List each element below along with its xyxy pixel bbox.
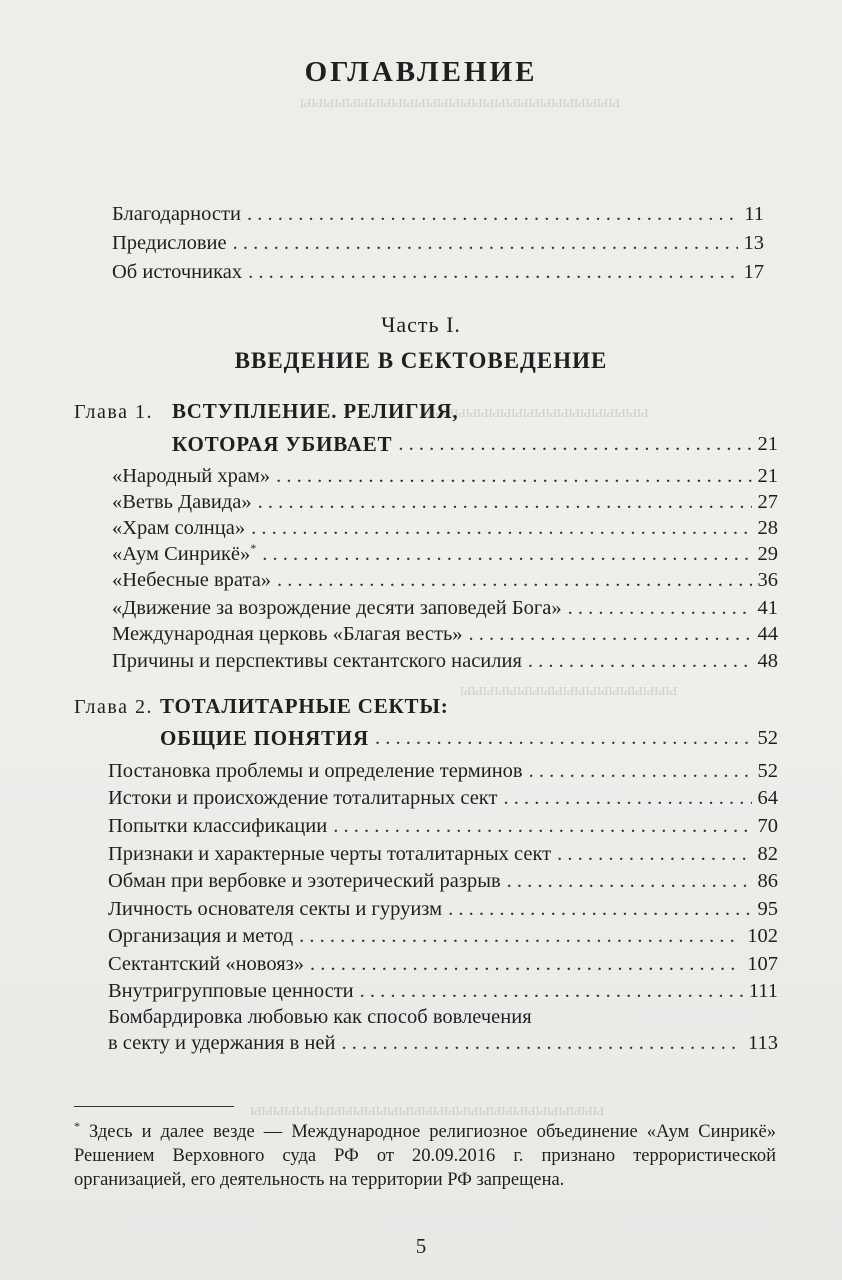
leader-dots: [469, 620, 752, 648]
toc-entry[interactable]: [112, 566, 778, 594]
leader-dots: [360, 977, 743, 1005]
toc-entry-label: Обман при вербовке и эзотерический разрыв: [108, 870, 501, 892]
toc-entry[interactable]: [108, 922, 778, 950]
toc-entry-page: 64: [757, 787, 778, 809]
footnote-marker: *: [74, 1119, 80, 1133]
toc-entry-label: «Движение за возрождение десяти заповедей Бога»: [112, 597, 562, 619]
leader-dots: [333, 812, 751, 840]
leader-dots: [503, 784, 751, 812]
leader-dots: [310, 950, 741, 978]
chapter-2-title-line2: ОБЩИЕ ПОНЯТИЯ: [160, 726, 369, 750]
toc-entry-page: 21: [757, 433, 778, 455]
toc-entry-page: 28: [757, 517, 778, 539]
toc-entry-label: Попытки классификации: [108, 815, 328, 837]
chapter-1-heading-entry[interactable]: [172, 430, 778, 458]
toc-entry[interactable]: [112, 488, 778, 516]
toc-entry[interactable]: [112, 647, 778, 675]
toc-entry-label: «Небесные врата»: [112, 569, 272, 591]
toc-entry-label: [112, 534, 256, 568]
chapter-2-title-line1: ТОТАЛИТАРНЫЕ СЕКТЫ:: [160, 694, 449, 718]
leader-dots: [276, 462, 751, 490]
toc-entry-label: «Народный храм»: [112, 465, 271, 487]
chapter-1-title-line2: КОТОРАЯ УБИВАЕТ: [172, 432, 393, 456]
toc-entry-label: Внутригрупповые ценности: [108, 980, 354, 1002]
leader-dots: [251, 514, 751, 542]
toc-entry-page: 27: [757, 491, 778, 513]
toc-entry[interactable]: [112, 200, 764, 228]
footnote-marker: *: [250, 541, 257, 556]
toc-entry-page: 13: [743, 232, 764, 254]
leader-dots: [507, 867, 752, 895]
toc-entry-label: Причины и перспективы сектантского насилия: [112, 650, 522, 672]
show-through-text: ыыыыыыыыыыыыыыыыыыыыыыыыыыыыыыы: [250, 1100, 605, 1119]
toc-entry-label: Об источниках: [112, 261, 243, 283]
toc-entry-label: Истоки и происхождение тоталитарных сект: [108, 787, 498, 809]
page-title: ОГЛАВЛЕНИЕ: [304, 56, 538, 88]
toc-entry-label: в секту и удержания в ней: [108, 1032, 336, 1054]
toc-entry-label: Бомбардировка любовью как способ вовлечения: [108, 1006, 532, 1028]
toc-entry-label: Личность основателя секты и гуруизм: [108, 898, 443, 920]
chapter-2-heading-entry[interactable]: [160, 724, 778, 752]
toc-entry-page: 17: [743, 261, 764, 283]
chapter-1-title-line1: ВСТУПЛЕНИЕ. РЕЛИГИЯ,: [172, 399, 459, 423]
leader-dots: [448, 895, 751, 923]
part-title: ВВЕДЕНИЕ В СЕКТОВЕДЕНИЕ: [234, 348, 608, 373]
leader-dots: [528, 647, 752, 675]
toc-entry-page: 82: [757, 843, 778, 865]
toc-entry[interactable]: [108, 812, 778, 840]
toc-entry[interactable]: [112, 258, 764, 286]
toc-entry[interactable]: [108, 784, 778, 812]
toc-entry-label: Организация и метод: [108, 925, 294, 947]
toc-entry[interactable]: [108, 867, 778, 895]
toc-entry[interactable]: [112, 229, 764, 257]
toc-entry-line1[interactable]: [108, 1003, 778, 1031]
toc-entry-label: Сектантский «новояз»: [108, 953, 304, 975]
footnote-rule: [74, 1106, 234, 1107]
leader-dots: [258, 488, 752, 516]
show-through-text: ыыыыыыыыыыыыыыыыыыыыыыыыыыыы: [300, 92, 620, 111]
footnote-text: Здесь и далее везде — Международное религиозное объединение «Аум Синрикё» Решением Верховного суда РФ от 20.09.2016 г. признано террористической организацией, его деятельность на территории РФ запрещена.: [74, 1122, 776, 1191]
toc-entry-label: Постановка проблемы и определение терминов: [108, 760, 523, 782]
leader-dots: [299, 922, 741, 950]
toc-entry-label: Предисловие: [112, 232, 227, 254]
toc-entry-page: 36: [757, 569, 778, 591]
leader-dots: [568, 594, 752, 622]
toc-entry-page: 21: [757, 465, 778, 487]
toc-entry-page: 102: [747, 925, 778, 947]
toc-entry-text: «Аум Синрикё»: [112, 543, 251, 565]
toc-entry-page: 113: [748, 1032, 778, 1054]
toc-entry-page: 111: [748, 980, 778, 1002]
toc-entry-label: Международная церковь «Благая весть»: [112, 623, 463, 645]
toc-entry-page: 41: [757, 597, 778, 619]
toc-entry-label: Признаки и характерные черты тоталитарных сект: [108, 843, 552, 865]
toc-entry[interactable]: [112, 462, 778, 490]
toc-entry-page: 107: [747, 953, 778, 975]
toc-entry[interactable]: [108, 895, 778, 923]
toc-entry-page: 52: [757, 727, 778, 749]
toc-entry-label: «Ветвь Давида»: [112, 491, 252, 513]
leader-dots: [375, 724, 752, 752]
toc-entry[interactable]: [108, 950, 778, 978]
leader-dots: [248, 258, 737, 286]
leader-dots: [262, 540, 751, 568]
toc-entry[interactable]: [112, 540, 778, 568]
leader-dots: [341, 1029, 742, 1057]
toc-entry-page: 95: [757, 898, 778, 920]
footnote: [74, 1114, 776, 1192]
page-number: 5: [415, 1234, 427, 1258]
toc-entry[interactable]: [108, 977, 778, 1005]
toc-entry-page: 29: [757, 543, 778, 565]
toc-entry-label: «Храм солнца»: [112, 517, 246, 539]
leader-dots: [529, 757, 752, 785]
toc-entry-page: 70: [757, 815, 778, 837]
leader-dots: [247, 200, 738, 228]
toc-entry-page: 52: [757, 760, 778, 782]
toc-entry[interactable]: [112, 620, 778, 648]
toc-entry-page: 11: [744, 203, 764, 225]
leader-dots: [398, 430, 751, 458]
leader-dots: [233, 229, 738, 257]
toc-entry-label: Благодарности: [112, 203, 241, 225]
toc-entry[interactable]: [108, 1029, 778, 1057]
chapter-2-label: Глава 2.: [74, 696, 153, 718]
leader-dots: [277, 566, 751, 594]
toc-entry[interactable]: [108, 757, 778, 785]
toc-entry-page: 86: [757, 870, 778, 892]
chapter-1-label: Глава 1.: [74, 401, 153, 423]
toc-entry-page: 44: [757, 623, 778, 645]
leader-dots: [557, 840, 751, 868]
toc-entry[interactable]: [108, 840, 778, 868]
toc-entry-page: 48: [757, 650, 778, 672]
show-through-text: ыыыыыыыыыыыыыыыыыыыы: [420, 402, 649, 421]
toc-entry[interactable]: [112, 594, 778, 622]
part-label: Часть I.: [381, 312, 461, 337]
show-through-text: ыыыыыыыыыыыыыыыыыыы: [460, 680, 678, 699]
